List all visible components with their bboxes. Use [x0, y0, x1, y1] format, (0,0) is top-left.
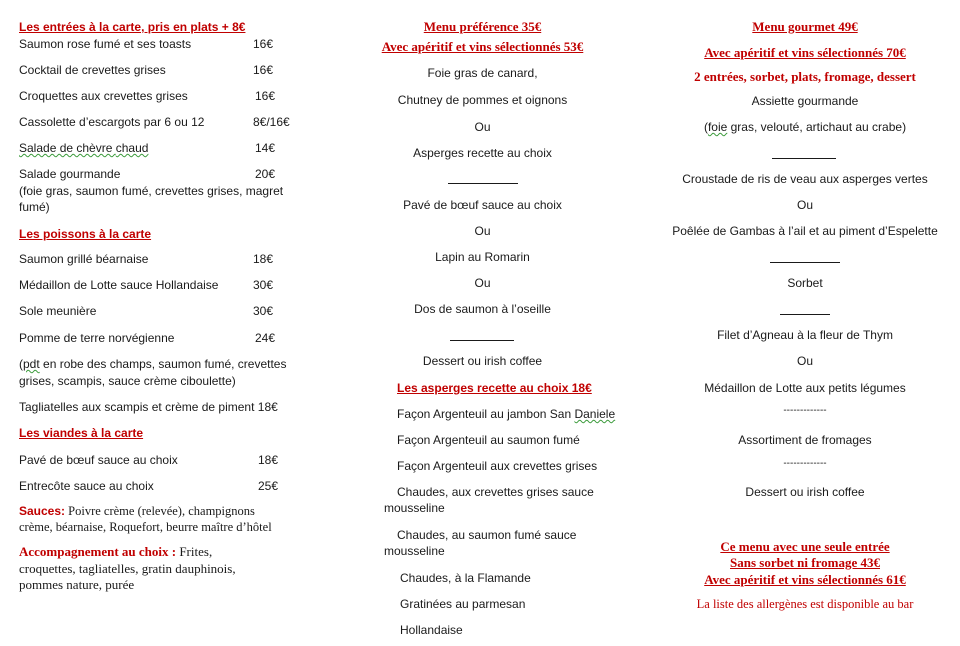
entree-name: Cassolette d’escargots par 6 ou 12	[19, 115, 205, 129]
divider	[448, 183, 518, 184]
asperges-item: Hollandaise	[400, 623, 463, 637]
assiette-note-part: gras, velouté, artichaut au crabe)	[727, 120, 907, 134]
asperges-item: Façon Argenteuil au saumon fumé	[397, 433, 580, 447]
tagliatelles-item: Tagliatelles aux scampis et crème de piment 18€	[19, 400, 278, 414]
entree-name: Cocktail de crevettes grises	[19, 63, 166, 77]
viandes-heading: Les viandes à la carte	[19, 426, 144, 440]
entree-price: 16€	[253, 63, 274, 77]
asperges-item: Façon Argenteuil aux crevettes grises	[397, 459, 598, 473]
sauces-part: Poivre crème (relevée), champignons	[65, 504, 255, 518]
poisson-name: Saumon grillé béarnaise	[19, 252, 149, 266]
menu-item: Pavé de bœuf sauce au choix	[403, 198, 562, 212]
pomme-note: grises, scampis, sauce crème ciboulette)	[19, 374, 236, 388]
divider	[772, 158, 836, 159]
allergens-note: La liste des allergènes est disponible au bar	[696, 597, 914, 611]
poisson-name: Sole meunière	[19, 304, 97, 318]
poisson-price: 30€	[253, 304, 274, 318]
sauces-text: crème, béarnaise, Roquefort, beurre maître d’hôtel	[19, 520, 272, 534]
menu-item: Chutney de pommes et oignons	[397, 93, 568, 107]
menu-item: Assortiment de fromages	[738, 433, 872, 447]
viande-name: Pavé de bœuf sauce au choix	[19, 453, 178, 467]
asperges-item: Chaudes, à la Flamande	[400, 571, 531, 585]
accompagnement-part: Frites,	[176, 544, 213, 559]
menu-or: Ou	[474, 120, 491, 134]
pomme-note	[19, 357, 286, 371]
salade-note: (foie gras, saumon fumé, crevettes grises, magret	[19, 184, 284, 198]
menu-item: Sorbet	[787, 276, 823, 290]
divider	[780, 314, 830, 315]
entrees-heading: Les entrées à la carte, pris en plats + 8€	[19, 20, 246, 34]
footer-offer: Ce menu avec une seule entrée	[720, 539, 890, 554]
menu-item: Asperges recette au choix	[413, 146, 552, 160]
asperges-item: Chaudes, aux crevettes grises sauce	[397, 485, 594, 499]
divider	[770, 262, 840, 263]
entree-price: 20€	[255, 167, 276, 181]
assiette-note	[660, 120, 950, 134]
divider	[450, 340, 514, 341]
menu-item: Dos de saumon à l’oseille	[414, 302, 551, 316]
menu-item: Assiette gourmande	[751, 94, 859, 108]
menu-preference-subtitle: Avec apéritif et vins sélectionnés 53€	[381, 39, 584, 54]
pomme-note-part: (	[19, 357, 23, 371]
assiette-note-part: foie	[707, 120, 728, 134]
poisson-price: 24€	[255, 331, 276, 345]
salade-note: fumé)	[19, 200, 50, 214]
pomme-note-part: pdt	[23, 357, 40, 371]
pomme-note-part: en robe des champs, saumon fumé, crevettes	[39, 357, 287, 371]
footer-offer: Sans sorbet ni fromage 43€	[730, 555, 880, 570]
entree-price: 16€	[253, 37, 274, 51]
entree-name: Croquettes aux crevettes grises	[19, 89, 188, 103]
sauces-text	[19, 504, 255, 519]
poisson-price: 30€	[253, 278, 274, 292]
asperges-item: Chaudes, au saumon fumé sauce	[397, 528, 577, 542]
menu-gourmet-subtitle2: 2 entrées, sorbet, plats, fromage, dessert	[694, 69, 916, 84]
asperges-item: Gratinées au parmesan	[400, 597, 526, 611]
accompagnement-text: croquettes, tagliatelles, gratin dauphinois,	[19, 561, 236, 576]
accompagnement-label: Accompagnement au choix :	[19, 544, 177, 559]
menu-or: Ou	[474, 276, 491, 290]
menu-item: Dessert ou irish coffee	[745, 485, 865, 499]
menu-gourmet-column	[660, 0, 950, 646]
menu-or: Ou	[474, 224, 491, 238]
viande-name: Entrecôte sauce au choix	[19, 479, 154, 493]
entree-price: 14€	[255, 141, 276, 155]
menu-item: Foie gras de canard,	[427, 66, 538, 80]
menu-preference-column	[360, 0, 616, 646]
poisson-price: 18€	[253, 252, 274, 266]
menu-item: Dessert ou irish coffee	[422, 354, 543, 368]
asperges-item-text: Façon Argenteuil au jambon San	[397, 407, 575, 421]
asperges-heading: Les asperges recette au choix 18€	[397, 381, 592, 395]
viande-price: 25€	[258, 479, 279, 493]
assiette-note-part: (	[703, 120, 708, 134]
entree-name-part: Salade de chèvre	[19, 141, 116, 155]
poisson-name: Pomme de terre norvégienne	[19, 331, 175, 345]
poissons-heading: Les poissons à la carte	[19, 227, 152, 241]
entree-name	[19, 141, 274, 155]
menu-item: Poêlée de Gambas à l’ail et au piment d’Espelette	[672, 224, 938, 238]
carte-column	[0, 0, 320, 646]
menu-gourmet-subtitle: Avec apéritif et vins sélectionnés 70€	[704, 45, 906, 60]
menu-item: Croustade de ris de veau aux asperges vertes	[682, 172, 928, 186]
entree-price: 8€/16€	[253, 115, 290, 129]
menu-gourmet-title: Menu gourmet 49€	[752, 19, 858, 34]
asperges-item: mousseline	[384, 501, 445, 515]
dashes-divider: -------------	[783, 405, 827, 416]
dashes-divider: -------------	[783, 458, 827, 469]
asperges-item: mousseline	[384, 544, 445, 558]
footer-offer: Avec apéritif et vins sélectionnés 61€	[704, 572, 906, 587]
entree-name: Saumon rose fumé et ses toasts	[19, 37, 192, 51]
menu-item: Lapin au Romarin	[435, 250, 530, 264]
menu-item: Filet d’Agneau à la fleur de Thym	[717, 328, 893, 342]
sauces-label: Sauces:	[19, 504, 66, 518]
menu-item: Médaillon de Lotte aux petits légumes	[704, 381, 906, 395]
menu-or: Ou	[796, 198, 813, 212]
accompagnement-text	[19, 544, 212, 560]
entree-price: 16€	[255, 89, 276, 103]
poisson-name: Médaillon de Lotte sauce Hollandaise	[19, 278, 219, 292]
asperges-item	[397, 407, 615, 421]
entree-name: Salade gourmande	[19, 167, 121, 181]
entree-name-part: chaud	[115, 141, 149, 155]
menu-or: Ou	[796, 354, 813, 368]
accompagnement-text: pommes nature, purée	[19, 577, 135, 592]
viande-price: 18€	[258, 453, 279, 467]
menu-preference-title: Menu préférence 35€	[423, 19, 542, 34]
asperges-item-text: Daniele	[574, 407, 616, 421]
